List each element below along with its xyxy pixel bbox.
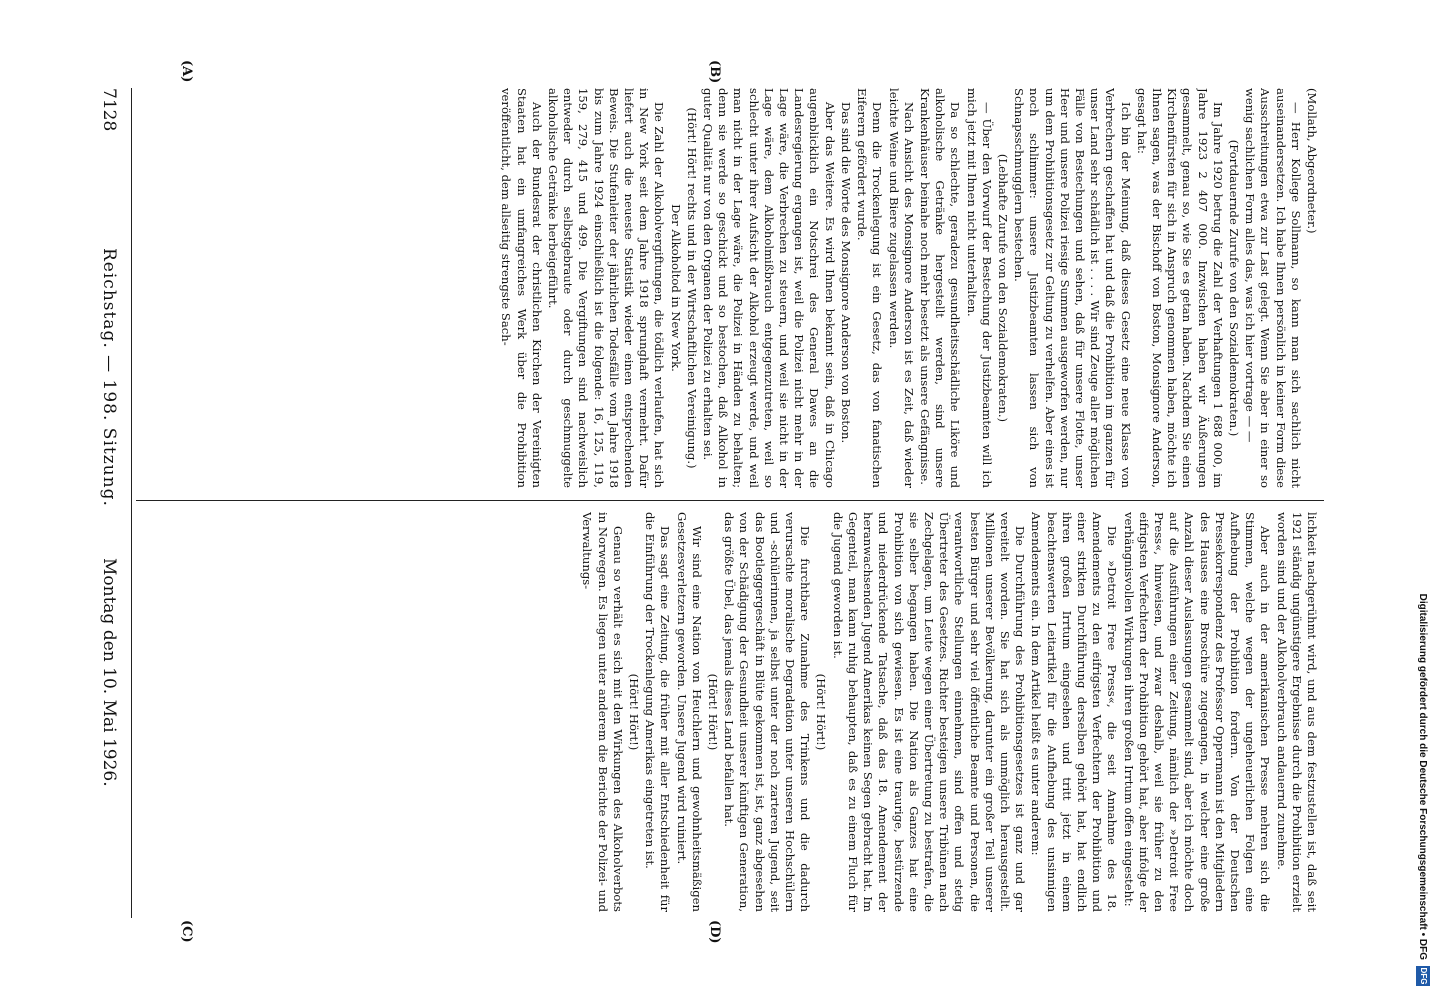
- paragraph: Im Jahre 1920 betrug die Zahl der Verhaftungen 1 688 000, im Jahre 1923 2 407 000. Inzwischen haben wir Äußerungen gesammelt, genau so, wie Sie es getan haben. Nachdem Sie einen Kirchenfürsten für sich in Anspruch genommen haben, möchte ich Ihnen sagen, was der Bischoff von Boston, Monsignore Anderson, gesagt hat:: [1134, 88, 1225, 488]
- interjection: (Hört! Hört!): [627, 673, 642, 751]
- header-date: Montag den 10. Mai 1926.: [99, 558, 119, 787]
- page-header: [89, 88, 119, 898]
- digitization-credit: [1410, 0, 1434, 1000]
- quotation: Ich bin der Meinung, daß dieses Gesetz eine neue Klasse von Verbrechern geschaffen hat und daß die Prohibition im ganzen für unser Land sehr schädlich ist . . . . Wir sind Zeuge aller möglichen Fälle von Bestechungen und sehen, daß für unsere Flotte, unser Heer und unsere Polizei riesige Summen ausgeworfen werden, nur um dem Prohibitionsgesetz zur Geltung zu verhelfen. Aber eines ist noch schlimmer: unsere Justizbeamten lassen sich von Schnapsschmugglern bestechen.: [1012, 88, 1133, 488]
- interjection: (Hört! Hört!): [814, 673, 829, 751]
- interjection: (Hört! Hört!): [706, 673, 721, 751]
- paragraph: Aber das Weitere. Es wird Ihnen bekannt sein, daß in Chicago augenblicklich ein Notschrei des General Dawes an die Landesregierung ergangen ist, weil die Polizei nicht mehr in der Lage wäre, die Verbrechen zu steuern, und weil sie nicht in der Lage wäre, dem Alkoholmißbrauch entgegenzutreten, weil so schlecht unter ihrer Aufsicht der Alkohol erzeugt werde, und weil man nicht in der Lage wäre, die Polizei in Händen zu behalten; denn sie werde so geschickt und so bestochen, daß Alkohol in guter Qualität nur von den Organen der Polizei zu erhalten sei.: [701, 88, 837, 488]
- margin-mark-b: (B): [707, 60, 722, 84]
- dfg-logo: DFG: [1416, 966, 1430, 986]
- margin-mark-d: (D): [707, 920, 722, 944]
- paragraph: Genau so verhält es sich mit den Wirkungen des Alkoholverbots in Norwegen. Es liegen unter anderem die Berichte der Polizei- und Verwaltungs-: [580, 512, 625, 912]
- quotation: Die furchtbare Zunahme des Trinkens und die dadurch verursachte moralische Degradation unter unseren Hochschülern und -schülerinnen, ja selbst unter der noch zarteren Jugend, seit das Bootleggergeschäft in Blüte gekommen ist, ist, ganz abgesehen von der Schädigung der Gesundheit unserer künftigen Generation, das größte Übel, das jemals dieses Land befallen hat.: [722, 512, 813, 912]
- paragraph: Das sind die Worte des Monsignore Anderson von Boston.: [838, 102, 853, 444]
- paragraph: lichkeit nachgerühmt wird, und aus dem festzustellen ist, daß seit 1921 ständig ungünstigere Ergebnisse durch die Prohibition erzielt worden sind und der Alkoholverbrauch andauernd zunehme.: [1274, 512, 1319, 912]
- paragraph: Das sagt eine Zeitung, die früher mit aller Entschiedenheit für die Einführung der Trockenlegung Amerikas eingetreten ist.: [643, 512, 673, 912]
- subheading: Der Alkoholtod in New York.: [668, 204, 683, 372]
- page-number: 7128: [99, 88, 119, 132]
- quotation: Die Durchführung des Prohibitionsgesetzes ist ganz und gar vereitelt worden. Sie hat sich als unmöglich herausgestellt. Millionen unserer Bevölkerung, darunter ein großer Teil unserer besten Bürger und sehr viel öffentliche Beamte und Personen, die verantwortliche Stellungen einnehmen, sind offen und stetig Übertreter des Gesetzes. Richter besteigen unsere Tribünen nach Zechgelagen, um Leute wegen einer Übertretung zu bestrafen, die sie selber begangen haben. Die Nation als Ganzes hat eine Prohibition von sich gewiesen. Es ist eine traurige, bestürzende und niederdrückende Tatsache, daß das 18. Amendement der heranwachsenden Jugend Amerikas keinen Segen gebracht hat. Im Gegenteil, man kann ruhig behaupten, daß es zu einem Fluch für die Jugend geworden ist.: [830, 512, 1028, 912]
- quotation: Die Zahl der Alkoholvergiftungen, die tödlich verlaufen, hat sich in New York seit dem Jahre 1918 sprunghaft vermehrt. Dafür liefert auch die neueste Statistik wieder einen entsprechenden Beweis. Die Stufenleiter der jährlichen Todesfälle vom Jahre 1918 bis zum Jahre 1924 einschließlich ist die folgende: 16, 125, 119, 159, 279, 415 und 499. Die Vergiftungen sind nachweislich entweder durch selbstgebraute oder durch geschmuggelte alkoholische Getränke herbeigeführt.: [546, 88, 667, 488]
- paragraph: — Über den Vorwurf der Bestechung der Justizbeamten will ich mich jetzt mit Ihnen nicht unterhalten.: [964, 88, 994, 488]
- quotation: Da so schlechte, geradezu gesundheitsschädliche Liköre und alkoholische Getränke hergestellt werden, sind unsere Krankenhäuser beinahe noch mehr besetzt als unsere Gefängnisse.: [917, 88, 963, 488]
- interjection: (Lebhafte Zurufe von den Sozialdemokraten.): [995, 153, 1010, 423]
- paragraph: Aber auch in der amerikanischen Presse mehren sich die Stimmen, welche wegen der ungeheuerlichen Folgen eine Aufhebung der Prohibition fordern. Von der Deutschen Pressekorrespondenz des Professor Oppermann ist den Mitgliedern des Hauses eine Broschüre zugegangen, in welcher eine große Anzahl dieser Auslassungen gesammelt sind, aber ich möchte doch auf die Ausführungen einer Zeitung, nämlich der »Detroit Free Press«, hinweisen, und zwar deshalb, weil sie früher zu den eifrigsten Verfechtern der Prohibition gehört hat, aber infolge der verhängnisvollen Wirkungen ihren großen Irrtum offen eingesteht:: [1121, 512, 1273, 912]
- margin-mark-a: (A): [179, 60, 194, 83]
- left-text-column: [139, 88, 1319, 488]
- credit-text: Digitalisierung gefördert durch die Deutsche Forschungsgemeinschaft • DFG: [1417, 593, 1428, 960]
- paragraph: — Herr Kollege Sollmann, so kann man sich sachlich nicht auseinandersetzen. Ich habe Ihnen persönlich in keiner Form diese Ausschreitungen etwa zur Last gelegt. Wenn Sie aber in einer so wenig sachlichen Form alles das, was ich hier vortrage — —: [1243, 88, 1303, 488]
- quotation: Wir sind eine Nation von Heuchlern und gewohnheitsmäßigen Gesetzesverletzern geworden. Unsere Jugend wird ruiniert.: [674, 512, 704, 912]
- paragraph: Nach Ansicht des Monsignore Anderson ist es Zeit, daß wieder leichte Weine und Biere zugelassen werden.: [886, 88, 916, 488]
- quotation: Die »Detroit Free Press«, die seit Annahme des 18. Amendements zu den eifrigsten Verfechtern der Prohibition und einer strikten Durchführung derselben gehört hat, hat endlich ihren großen Irrtum eingesehen und tritt jetzt in einem beachtenswerten Leitartikel für die Aufhebung des unsinnigen Amendements ein. In dem Artikel heißt es unter anderem:: [1029, 512, 1120, 912]
- column-divider: [136, 500, 1324, 501]
- header-session: Reichstag. — 198. Sitzung.: [99, 248, 119, 507]
- paragraph: Auch der Bundesrat der christlichen Kirchen der Vereinigten Staaten hat ein umfangreiches Werk über die Prohibition veröffentlicht, dem allseitig strengste Sach-: [499, 88, 544, 488]
- right-text-column: [139, 512, 1319, 912]
- speaker-line: (Mollath, Abgeordneter.): [1305, 88, 1319, 234]
- header-rule: [131, 88, 132, 918]
- interjection: (Fortdauernde Zurufe von den Sozialdemokraten.): [1226, 139, 1241, 437]
- interjection: (Hört! Hört! rechts und in der Wirtschaftlichen Vereinigung.): [684, 107, 699, 469]
- margin-mark-c: (C): [179, 920, 194, 943]
- paragraph: Denn die Trockenlegung ist ein Gesetz, das von fanatischen Eiferern gefördert wurde.: [855, 88, 885, 488]
